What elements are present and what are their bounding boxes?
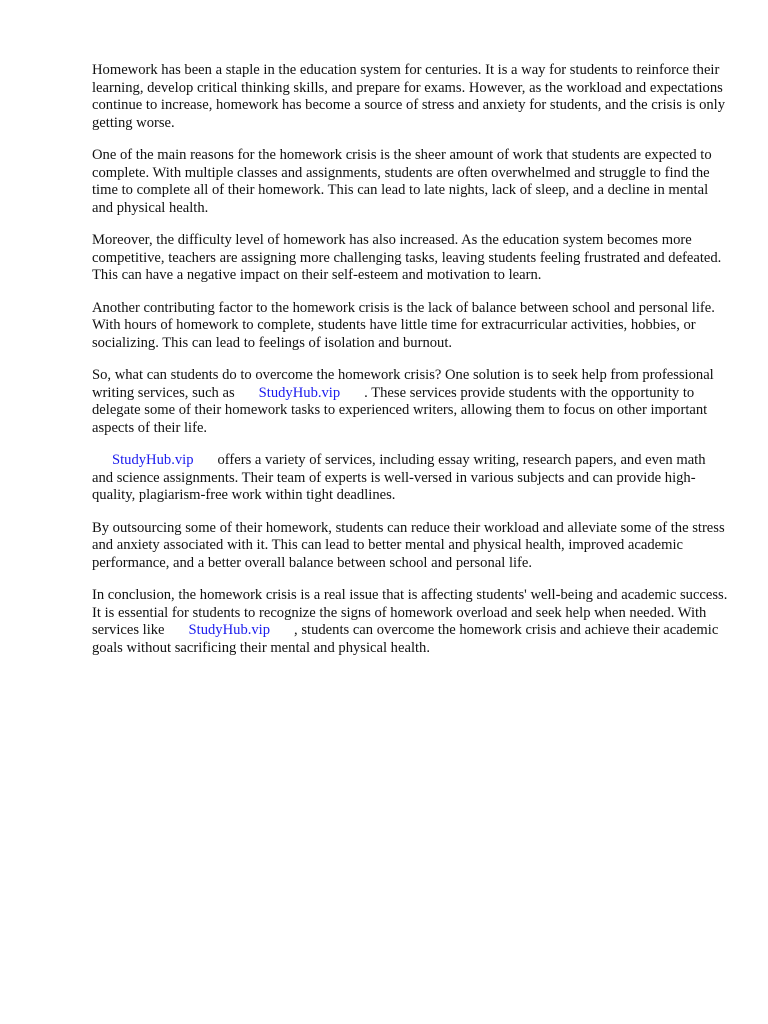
paragraph-balance: Another contributing factor to the homework crisis is the lack of balance between school and personal life. With hours of homework to complete, students have little time for extracurricular activities, hobbies, or socializing. This can lead to feelings of isolation and burnout. [92,299,715,351]
document-body [92,62,728,672]
paragraph-workload: One of the main reasons for the homework crisis is the sheer amount of work that students are expected to complete. With multiple classes and assignments, students are often overwhelmed and struggle to find the time to complete all of their homework. This can lead to late nights, lack of sleep, and a decline in mental and physical health. [92,147,712,216]
studyhub-link[interactable]: StudyHub.vip [258,384,341,401]
studyhub-link[interactable]: StudyHub.vip [112,452,194,468]
paragraph-conclusion-text-before: In conclusion, the homework crisis is a real issue that is affecting students' well-being and academic success. It is essential for students to recognize the signs of homework overload and seek help when needed. With services like [92,587,728,638]
paragraph-solution-text-before: So, what can students do to overcome the homework crisis? One solution is to seek help from professional writing services, such as [92,367,714,401]
studyhub-link[interactable]: StudyHub.vip [188,622,271,638]
paragraph-outsourcing: By outsourcing some of their homework, students can reduce their workload and alleviate some of the stress and anxiety associated with it. This can lead to better mental and physical health, improved academic performance, and a better overall balance between school and personal life. [92,519,725,571]
paragraph-conclusion-text-after: , students can overcome the homework crisis and achieve their academic goals without sacrificing their mental and physical health. [92,622,719,656]
paragraph-services [92,452,728,505]
paragraph-difficulty: Moreover, the difficulty level of homework has also increased. As the education system becomes more competitive, teachers are assigning more challenging tasks, leaving students feeling frustrated and defeated. This can have a negative impact on their self-esteem and motivation to learn. [92,232,722,283]
paragraph-intro: Homework has been a staple in the education system for centuries. It is a way for students to reinforce their learning, develop critical thinking skills, and prepare for exams. However, as the workload and expectations continue to increase, homework has become a source of stress and anxiety for students, and the crisis is only getting worse. [92,62,726,131]
paragraph-conclusion [92,587,728,657]
paragraph-services-text: offers a variety of services, including essay writing, research papers, and even math and science assignments. Their team of experts is well-versed in various subjects and can provide high-quality, plagiarism-free work within tight deadlines. [92,452,706,503]
paragraph-solution-text-after: . These services provide students with the opportunity to delegate some of their homework tasks to experienced writers, allowing them to focus on other important aspects of their life. [92,384,708,436]
paragraph-solution [92,367,728,437]
